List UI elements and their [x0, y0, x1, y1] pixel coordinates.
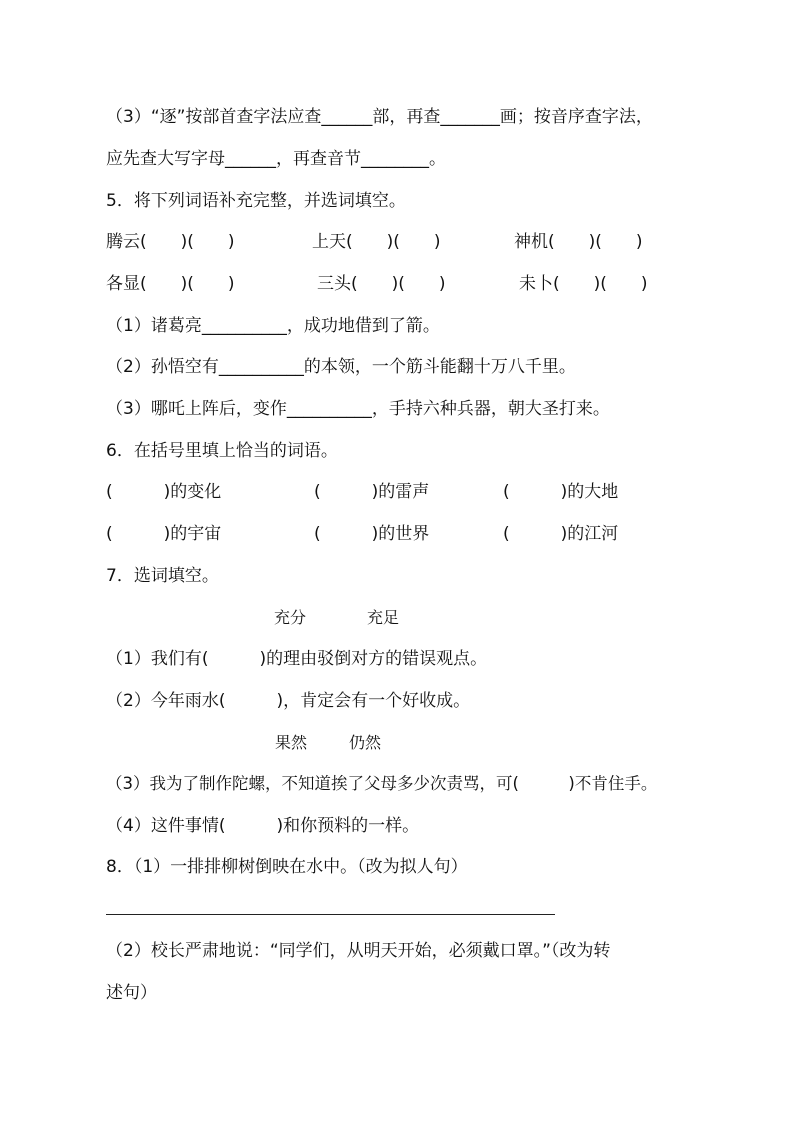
- q5-sentence-3: （3）哪吒上阵后，变作__________，手持六种兵器，朝大圣打来。: [106, 399, 610, 419]
- q7-option-b: 充足: [367, 608, 400, 627]
- q8-sentence-1: 8．（1）一排排柳树倒映在水中。（改为拟人句）: [106, 857, 468, 877]
- q5-idiom-3: 神机( )( ): [514, 232, 643, 252]
- q7-sentence-4: （4）这件事情( )和你预料的一样。: [106, 816, 420, 836]
- q5-idiom-4: 各显( )( ): [106, 274, 235, 294]
- q5-title: 5．将下列词语补充完整，并选词填空。: [106, 191, 406, 211]
- q4-3-line-2: 应先查大写字母______，再查音节________。: [106, 149, 446, 169]
- q5-sentence-1: （1）诸葛亮__________，成功地借到了箭。: [106, 316, 440, 336]
- q7-sentence-1: （1）我们有( )的理由驳倒对方的错误观点。: [106, 649, 488, 669]
- q7-option-d: 仍然: [349, 733, 382, 752]
- q8-sentence-2-line-2: 述句）: [106, 983, 157, 1003]
- q6-item-4: ( )的宇宙: [106, 524, 222, 544]
- q7-option-c: 果然: [275, 733, 308, 752]
- q8-sentence-2-line-1: （2）校长严肃地说：“同学们，从明天开始，必须戴口罩。”（改为转: [106, 941, 611, 961]
- q5-idiom-2: 上天( )( ): [312, 232, 441, 252]
- q5-idiom-6: 未卜( )( ): [519, 274, 648, 294]
- q7-sentence-3: （3）我为了制作陀螺，不知道挨了父母多少次责骂，可( )不肯住手。: [106, 774, 658, 793]
- q5-idiom-5: 三头( )( ): [317, 274, 446, 294]
- q6-item-3: ( )的大地: [503, 482, 619, 502]
- q5-idiom-1: 腾云( )( ): [106, 232, 235, 252]
- q6-item-6: ( )的江河: [503, 524, 619, 544]
- q6-item-1: ( )的变化: [106, 482, 222, 502]
- q4-3-line-1: （3）“逐”按部首查字法应查______部，再查_______画；按音序查字法，: [106, 107, 653, 127]
- q6-item-2: ( )的雷声: [314, 482, 430, 502]
- q6-title: 6．在括号里填上恰当的词语。: [106, 441, 338, 461]
- q8-answer-line: [106, 914, 555, 915]
- q7-option-a: 充分: [274, 608, 307, 627]
- q7-sentence-2: （2）今年雨水( )，肯定会有一个好收成。: [106, 691, 471, 711]
- q6-item-5: ( )的世界: [314, 524, 430, 544]
- q5-sentence-2: （2）孙悟空有__________的本领，一个筋斗能翻十万八千里。: [106, 357, 576, 377]
- q7-title: 7．选词填空。: [106, 566, 219, 586]
